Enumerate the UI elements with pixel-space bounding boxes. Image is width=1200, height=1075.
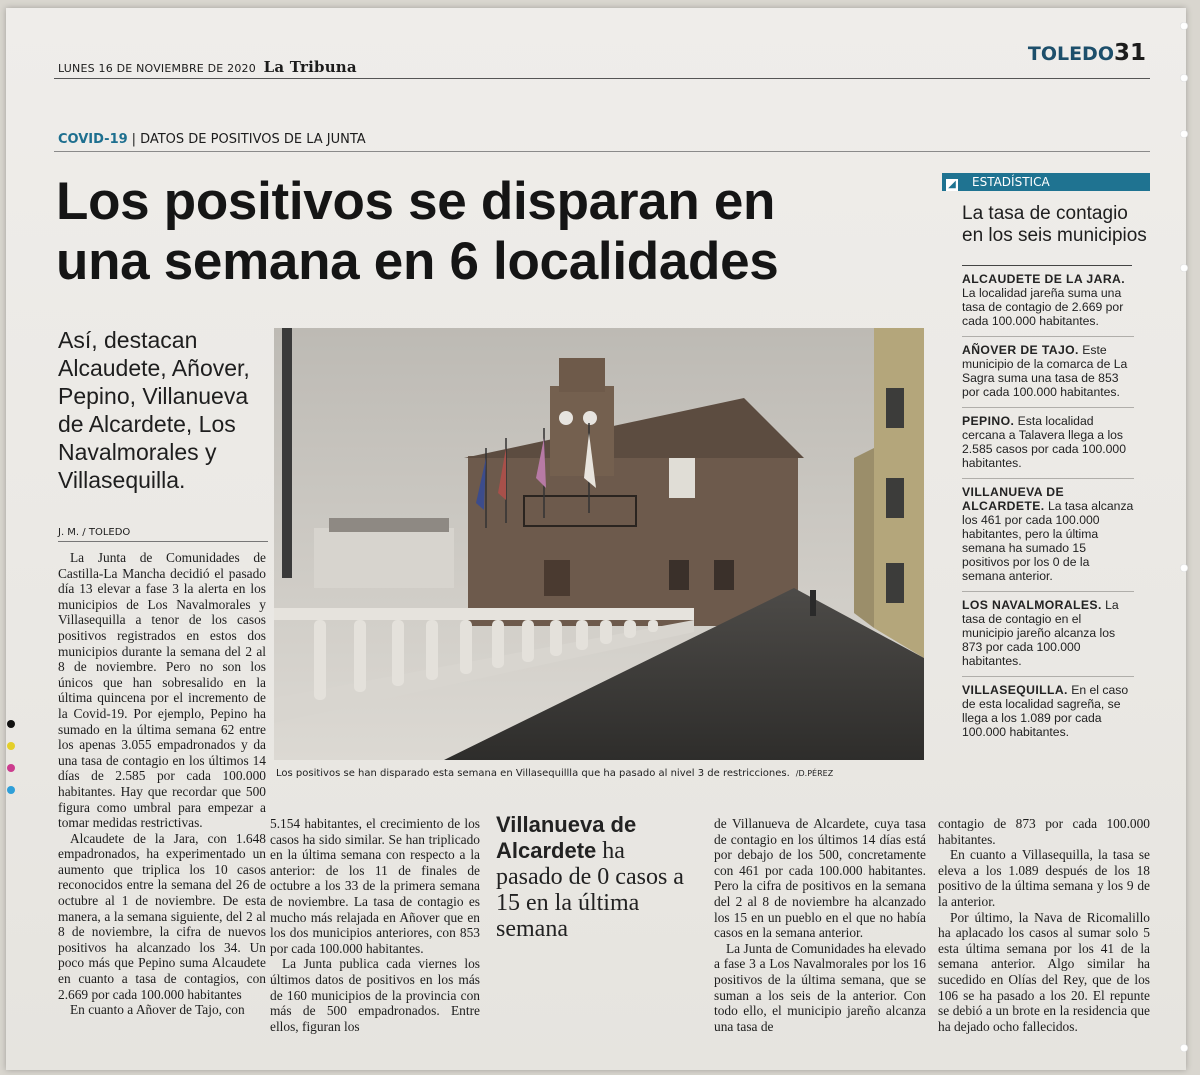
kicker-tag: COVID-19 (58, 132, 128, 147)
news-photo (274, 328, 924, 760)
photo-credit: /D.PÉREZ (795, 769, 834, 778)
article-column-3 (714, 816, 926, 1034)
byline: J. M. / TOLEDO (58, 527, 268, 542)
municipality-text: Esta localidad cercana a Talavera llega a los 2.585 casos por cada 100.000 habitantes. (962, 414, 1126, 470)
sidebar-item (962, 414, 1134, 479)
binder-hole (1180, 74, 1188, 82)
registration-mark (7, 742, 15, 750)
registration-mark (7, 764, 15, 772)
binder-hole (1180, 22, 1188, 30)
municipality-text: En el caso de esta localidad sagreña, se llega a los 1.089 por cada 100.000 habitantes. (962, 683, 1129, 739)
paragraph: 5.154 habitantes, el crecimiento de los casos ha sido similar. Se han triplicado en la última semana con respecto a la anterior: de los 11 de finales de octubre a los 33 de la primera semana de noviembre. La tasa de contagio es mucho más relajada en Añover que en los dos municipios anteriores, con 853 por cada 100.000 habitantes. (270, 816, 480, 956)
kicker-rule (54, 151, 1150, 152)
subheadline: Así, destacan Alcaudete, Añover, Pepino, Villanueva de Alcardete, Los Navalmorales y Villasequilla. (58, 327, 250, 493)
article-column-4 (938, 816, 1150, 1034)
photo-caption (276, 768, 936, 779)
municipality-text: La tasa de contagio en el municipio jareño alcanza los 873 por cada 100.000 habitantes. (962, 598, 1119, 668)
paragraph: contagio de 873 por cada 100.000 habitantes. (938, 816, 1150, 847)
sidebar-item (962, 598, 1134, 677)
paragraph: En cuanto a Villasequilla, la tasa se eleva a los 1.089 después de los 18 positivo de la última semana y los 9 de la anterior. (938, 847, 1150, 909)
pull-quote-bold: Villanueva de Alcardete (496, 812, 637, 863)
paragraph: La Junta de Comunidades de Castilla-La Mancha decidió el pasado día 13 elevar a fase 3 la alerta en los municipios de Los Navalmorales y Villasequilla a tenor de los casos positivos registrados en estos dos municipios durante la semana del 2 al 8 de noviembre. Pero no son los únicos que han sobresalido en la última quincena por el incremento de la Covid-19. Por ejemplo, Pepino ha sumado en la última semana 62 entre los apenas 3.055 empadronados y da una tasa de contagio en los últimos 14 días de 2.585 por cada 100.000 habitantes. Hay que recordar que 500 figura como umbral para empezar a tomar medidas restrictivas. (58, 550, 266, 831)
binder-hole (1180, 264, 1188, 272)
municipality-name: AÑOVER DE TAJO. (962, 343, 1079, 357)
kicker: COVID-19 | DATOS DE POSITIVOS DE LA JUNTA (58, 132, 366, 147)
sidebar-tag (942, 173, 1150, 191)
newspaper-name: La Tribuna (263, 58, 357, 76)
article-column-1 (58, 550, 266, 1018)
municipality-text: La localidad jareña suma una tasa de contagio de 2.669 por cada 100.000 habitantes. (962, 286, 1124, 328)
municipality-name: PEPINO. (962, 414, 1015, 428)
sidebar-item (962, 272, 1134, 337)
municipality-name: VILLANUEVA DE ALCARDETE. (962, 485, 1065, 513)
article-column-2 (270, 816, 480, 1034)
municipality-name: LOS NAVALMORALES. (962, 598, 1102, 612)
municipality-name: ALCAUDETE DE LA JARA. (962, 272, 1126, 286)
section-header (1028, 40, 1146, 66)
paragraph: La Junta de Comunidades ha elevado a fase 3 a Los Navalmorales por los 16 positivos de la última semana, que se suman a los seis de la anterior. Con todo ello, el municipio jareño alcanza una tasa de (714, 940, 926, 1034)
pull-quote-text: ha pasado de 0 casos a 15 en la última semana (496, 838, 684, 942)
paragraph: Por último, la Nava de Ricomalillo ha aplacado los casos al sumar solo 5 esta última semana por los 41 de la semana anterior. Algo similar ha sucedido en Olías del Rey, que de los 106 se ha pasado a los 20. El repunte se debió a un brote en la residencia que ha dejado ocho fallecidos. (938, 909, 1150, 1034)
page-header-date (58, 58, 357, 76)
binder-hole (1180, 564, 1188, 572)
paragraph: Alcaudete de la Jara, con 1.648 empadronados, ha experimentado un aumento que triplica los 10 casos reconocidos entre la semana del 26 de octubre al 1 de noviembre. De esta manera, a la semana siguiente, del 2 al 8 de noviembre, la cifra de nuevos positivos ha alcanzado los 34. Un poco más que Pepino suma Alcaudete en cuanto a tasa de contagios, con 2.669 por cada 100.000 habitantes (58, 830, 266, 1002)
statistics-sidebar (942, 173, 1150, 773)
municipality-name: VILLASEQUILLA. (962, 683, 1068, 697)
sidebar-title: La tasa de contagio en los seis municipios (962, 203, 1147, 246)
sidebar-item (962, 683, 1134, 747)
binder-hole (1180, 130, 1188, 138)
paragraph: La Junta publica cada viernes los últimos datos de positivos en los más de 160 municipios de la provincia con más de 500 empadronados. Entre ellos, figuran los (270, 956, 480, 1034)
pull-quote (496, 812, 696, 942)
header-rule (54, 78, 1150, 79)
municipality-text: La tasa alcanza los 461 por cada 100.000 habitantes, pero la última semana ha sumado 15 positivos por los 0 de la semana anterior. (962, 499, 1134, 583)
page-number: 31 (1113, 40, 1146, 66)
registration-mark (7, 786, 15, 794)
binder-hole (1180, 1044, 1188, 1052)
headline: Los positivos se disparan en una semana en 6 localidades (56, 172, 779, 291)
chart-icon: ◢ (946, 179, 958, 191)
paragraph: En cuanto a Añover de Tajo, con (70, 1002, 245, 1018)
issue-date: LUNES 16 DE NOVIEMBRE DE 2020 (58, 62, 256, 75)
kicker-text: DATOS DE POSITIVOS DE LA JUNTA (140, 132, 366, 147)
section-name: TOLEDO (1027, 43, 1114, 65)
sidebar-rule (962, 265, 1132, 266)
sidebar-item (962, 485, 1134, 592)
newspaper-page (6, 8, 1186, 1070)
sidebar-tag-text: ESTADÍSTICA (972, 175, 1050, 189)
town-hall-photo (274, 328, 924, 760)
caption-text: Los positivos se han disparado esta semana en Villasequillla que ha pasado al nivel 3 de restricciones. (276, 768, 790, 779)
registration-mark (7, 720, 15, 728)
municipality-text: Este municipio de la comarca de La Sagra suma una tasa de 853 por cada 100.000 habitantes. (962, 343, 1128, 399)
sidebar-item (962, 343, 1134, 408)
paragraph: de Villanueva de Alcardete, cuya tasa de contagio en los últimos 14 días está por debajo de los 500, concretamente con 461 por cada 100.000 habitantes. Pero la cifra de positivos en la semana del 2 al 8 de noviembre ha alcanzado los 15 en un pueblo en el que no había casos en la semana anterior. (714, 816, 926, 941)
